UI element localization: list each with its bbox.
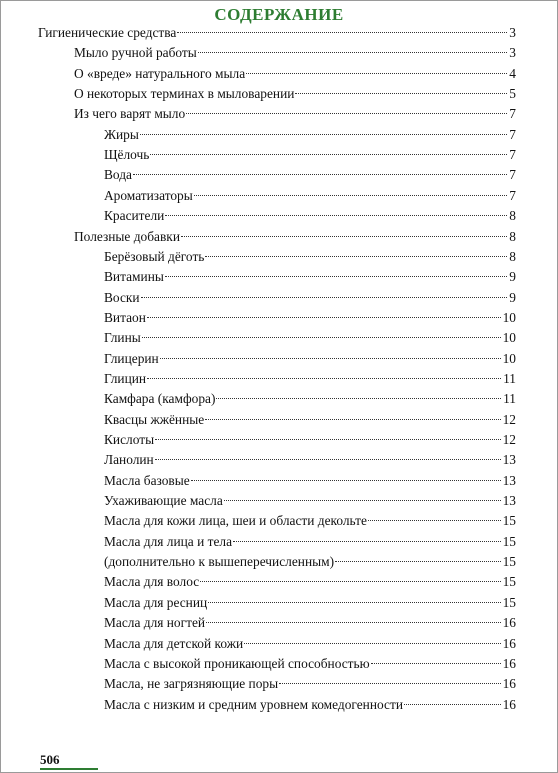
dot-leader	[198, 52, 508, 53]
toc-entry-page: 16	[502, 676, 516, 692]
dot-leader	[295, 93, 507, 94]
toc-entry-page: 8	[509, 208, 516, 224]
toc-entry[interactable]	[104, 308, 516, 328]
toc-entry-label: (дополнительно к вышеперечисленным)	[104, 554, 335, 570]
toc-entry-page: 12	[502, 432, 516, 447]
dot-leader	[205, 256, 507, 257]
dot-leader	[200, 581, 500, 582]
toc-entry-page: 12	[502, 411, 516, 427]
toc-entry-page: 7	[509, 167, 516, 183]
dot-leader	[186, 113, 507, 114]
toc-entry[interactable]	[104, 450, 516, 470]
toc-entry-page: 16	[502, 615, 516, 631]
dot-leader	[165, 276, 507, 277]
toc-entry[interactable]	[104, 471, 516, 491]
toc-entry-page: 11	[503, 370, 516, 386]
toc-entry-label: О некоторых терминах в мыловарении	[74, 86, 295, 102]
toc-entry-label: Вода	[104, 167, 132, 183]
page-number: 506	[40, 752, 60, 767]
toc-entry-label: Масла для лица и тела	[104, 533, 233, 549]
toc-entry[interactable]	[104, 511, 516, 531]
toc-entry-page: 9	[509, 289, 516, 305]
toc-entry[interactable]	[104, 165, 516, 185]
toc-entry-label: Глины	[104, 330, 141, 346]
toc-entry[interactable]	[74, 227, 516, 247]
toc-entry-label: Жиры	[104, 126, 139, 142]
toc-entry-page: 13	[502, 452, 516, 468]
dot-leader	[147, 378, 501, 379]
toc-entry-label: Витаон	[104, 309, 146, 325]
toc-entry-page: 15	[502, 574, 516, 590]
toc-entry-label: Красители	[104, 208, 165, 224]
dot-leader	[150, 154, 507, 155]
toc-entry[interactable]	[104, 267, 516, 287]
toc-entry-label: Мыло ручной работы	[74, 45, 197, 61]
toc-entry-page: 7	[509, 147, 516, 163]
toc-entry-page: 3	[509, 25, 516, 40]
toc-entry[interactable]	[104, 634, 516, 654]
toc-entry-label: Кислоты	[104, 432, 155, 447]
toc-entry-label: Квасцы жжённые	[104, 411, 205, 427]
toc-entry-page: 13	[502, 493, 516, 509]
toc-entry[interactable]	[104, 247, 516, 267]
toc-entry-label: Полезные добавки	[74, 228, 180, 244]
dot-leader	[206, 622, 501, 623]
dot-leader	[404, 704, 501, 705]
toc-entry-page: 15	[502, 533, 516, 549]
toc-entry[interactable]	[104, 613, 516, 633]
dot-leader	[140, 134, 507, 135]
toc-entry-page: 15	[502, 513, 516, 529]
toc-entry-page: 16	[502, 655, 516, 671]
dot-leader	[368, 520, 501, 521]
dot-leader	[244, 643, 500, 644]
toc-entry-label: Воски	[104, 289, 140, 305]
toc-entry-label: Масла для детской кожи	[104, 635, 244, 651]
toc-entry[interactable]	[104, 288, 516, 308]
dot-leader	[141, 297, 508, 298]
dot-leader	[191, 480, 501, 481]
toc-entry-label: Гигиенические средства	[38, 25, 177, 40]
dot-leader	[335, 561, 501, 562]
dot-leader	[279, 683, 501, 684]
dot-leader	[165, 215, 507, 216]
toc-entry-label: Глицин	[104, 370, 147, 386]
toc-entry[interactable]	[104, 410, 516, 430]
toc-entry-page: 10	[502, 309, 516, 325]
toc-entry[interactable]	[104, 572, 516, 592]
toc-entry-label: Масла для волос	[104, 574, 200, 590]
toc-entry[interactable]	[74, 64, 516, 84]
dot-leader	[246, 73, 507, 74]
toc-entry-page: 8	[509, 248, 516, 264]
toc-entry-label: Масла для ногтей	[104, 615, 206, 631]
toc-entry-page: 11	[503, 391, 516, 407]
toc-entry-label: Масла с высокой проникающей способностью	[104, 655, 370, 671]
toc-entry-page: 16	[502, 635, 516, 651]
dot-leader	[216, 398, 501, 399]
toc-entry[interactable]	[104, 328, 516, 348]
toc-entry-page: 7	[509, 126, 516, 142]
toc-entry[interactable]	[104, 491, 516, 511]
dot-leader	[181, 236, 507, 237]
toc-entry-page: 9	[509, 269, 516, 285]
toc-entry[interactable]	[104, 349, 516, 369]
dot-leader	[224, 500, 501, 501]
dot-leader	[194, 195, 508, 196]
toc-entry-label: Масла базовые	[104, 472, 190, 488]
dot-leader	[208, 602, 500, 603]
toc-entry-page: 3	[509, 45, 516, 61]
toc-entry-label: Глицерин	[104, 350, 159, 366]
toc-entry[interactable]	[74, 104, 516, 124]
toc-entry-label: Камфара (камфора)	[104, 391, 216, 407]
toc-entry[interactable]	[104, 125, 516, 145]
dot-leader	[142, 337, 501, 338]
toc-entry-label: Ухаживающие масла	[104, 493, 223, 509]
toc-entry-label: Масла для ресниц	[104, 594, 208, 610]
toc-entry[interactable]	[38, 23, 516, 43]
toc-entry[interactable]	[104, 695, 516, 715]
toc-entry[interactable]	[74, 43, 516, 63]
toc-entry[interactable]	[74, 84, 516, 104]
footer-rule	[40, 768, 98, 770]
toc-entry-label: Щёлочь	[104, 147, 150, 163]
toc-entry-label: О «вреде» натурального мыла	[74, 65, 246, 81]
toc-entry-page: 16	[502, 696, 516, 712]
toc-entry[interactable]	[104, 593, 516, 613]
page-title: СОДЕРЖАНИЕ	[214, 5, 344, 24]
toc-entry-page: 15	[502, 554, 516, 570]
toc-entry-label: Масла с низким и средним уровнем комедогенности	[104, 696, 403, 712]
toc-entry-page: 7	[509, 187, 516, 203]
dot-leader	[177, 32, 507, 33]
dot-leader	[233, 541, 501, 542]
dot-leader	[155, 439, 501, 440]
toc-entry-page: 4	[509, 65, 516, 81]
dot-leader	[371, 663, 501, 664]
dot-leader	[133, 174, 507, 175]
toc-entry-page: 10	[502, 350, 516, 366]
dot-leader	[205, 419, 500, 420]
toc-entry-label: Берёзовый дёготь	[104, 248, 205, 264]
toc-entry-label: Витамины	[104, 269, 164, 285]
toc-entry-page: 7	[509, 106, 516, 122]
dot-leader	[155, 459, 501, 460]
toc-entry[interactable]	[104, 532, 516, 552]
dot-leader	[147, 317, 501, 318]
toc-entry-label: Ланолин	[104, 452, 154, 468]
toc-entry-label: Из чего варят мыло	[74, 106, 186, 122]
toc-entry-label: Ароматизаторы	[104, 187, 193, 203]
toc-entry[interactable]	[104, 389, 516, 409]
toc-entry-page: 15	[502, 594, 516, 610]
toc-entry[interactable]	[104, 145, 516, 165]
toc-entry[interactable]	[104, 674, 516, 694]
toc-entry-label: Масла для кожи лица, шеи и области декольте	[104, 513, 367, 529]
toc-entry[interactable]	[104, 430, 516, 450]
toc-entry-page: 5	[509, 86, 516, 102]
toc-entry-label: Масла, не загрязняющие поры	[104, 676, 279, 692]
toc-entry[interactable]	[104, 552, 516, 572]
toc-entry[interactable]	[104, 206, 516, 226]
toc-entry-page: 8	[509, 228, 516, 244]
toc-entry-page: 13	[502, 472, 516, 488]
toc-entry-page: 10	[502, 330, 516, 346]
toc-entry[interactable]	[104, 186, 516, 206]
toc-entry[interactable]	[104, 369, 516, 389]
toc-entry[interactable]	[104, 654, 516, 674]
dot-leader	[160, 358, 501, 359]
